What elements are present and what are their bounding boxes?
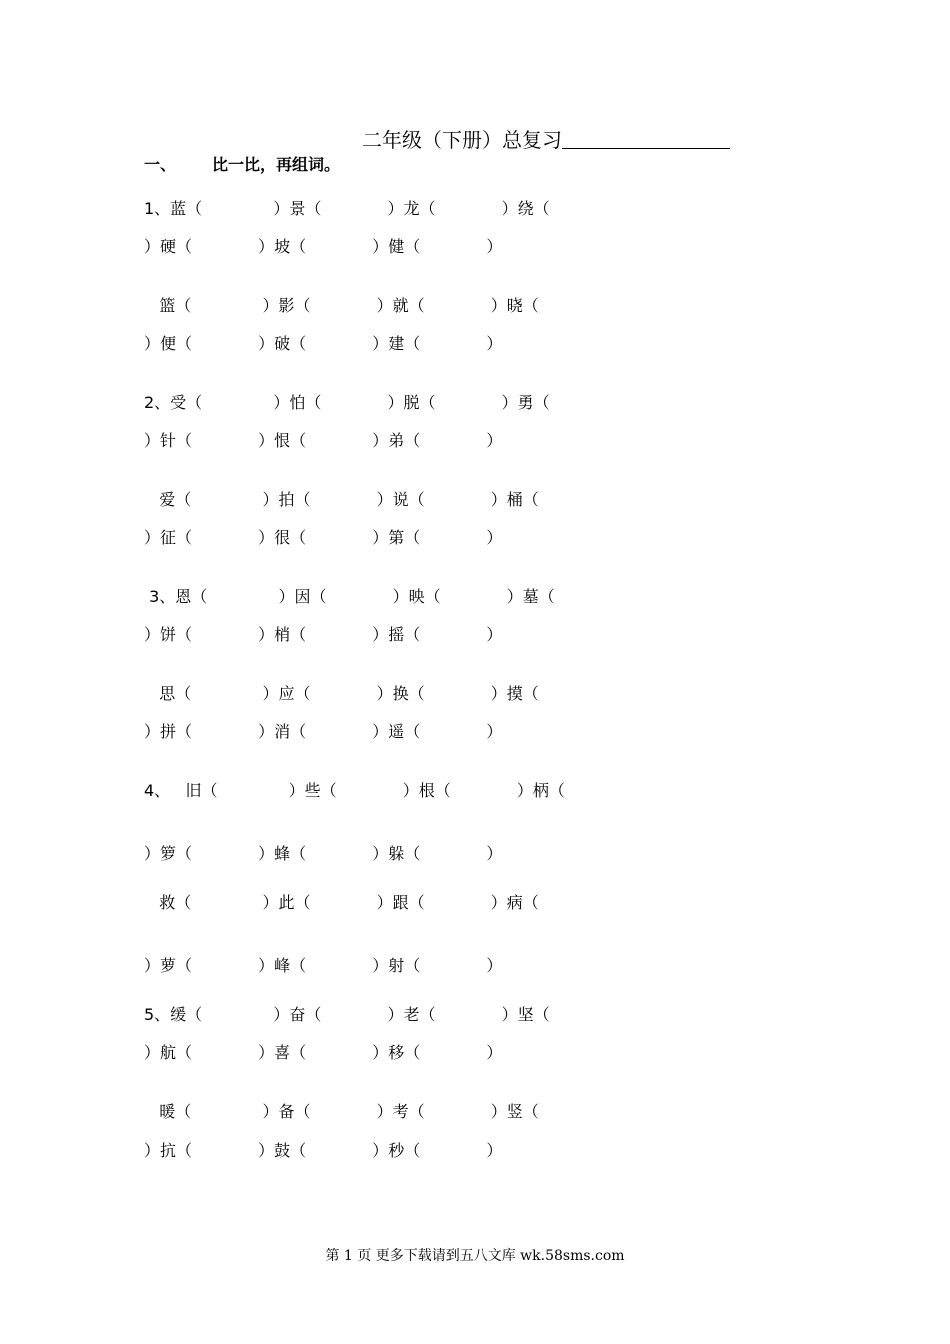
exercise-line: 救（ ）此（ ）跟（ ）病（ — [144, 893, 539, 912]
exercise-line: ）征（ ）很（ ）第（ ） — [144, 528, 503, 547]
section-heading — [144, 152, 340, 175]
page-title-text: 二年级（下册）总复习 — [362, 128, 562, 152]
exercise-line: ）航（ ）喜（ ）移（ ） — [144, 1043, 503, 1062]
exercise-line: 4、 旧（ ）些（ ）根（ ）柄（ — [144, 781, 565, 800]
exercise-line: 5、缓（ ）奋（ ）老（ ）坚（ — [144, 1005, 550, 1024]
exercise-line: 暖（ ）备（ ）考（ ）竖（ — [144, 1102, 539, 1121]
exercise-line: 爱（ ）拍（ ）说（ ）桶（ — [144, 490, 539, 509]
exercise-line: 篮（ ）影（ ）就（ ）晓（ — [144, 296, 539, 315]
page-title — [362, 124, 730, 153]
exercise-line: ）饼（ ）梢（ ）摇（ ） — [144, 625, 503, 644]
exercise-line: ）箩（ ）蜂（ ）躲（ ） — [144, 844, 503, 863]
title-blank-line — [562, 128, 730, 149]
section-number: 一、 — [144, 155, 177, 174]
page-footer: 第 1 页 更多下载请到五八文库 wk.58sms.com — [325, 1248, 625, 1264]
exercise-line: 1、蓝（ ）景（ ）龙（ ）绕（ — [144, 199, 550, 218]
exercise-line: ）萝（ ）峰（ ）射（ ） — [144, 956, 503, 975]
exercise-line: 思（ ）应（ ）换（ ）摸（ — [144, 684, 539, 703]
exercise-line: 3、恩（ ）因（ ）映（ ）墓（ — [144, 587, 555, 606]
exercise-line: ）硬（ ）坡（ ）健（ ） — [144, 237, 503, 256]
exercise-line: ）针（ ）恨（ ）弟（ ） — [144, 431, 503, 450]
exercise-line: ）抗（ ）鼓（ ）秒（ ） — [144, 1141, 503, 1160]
exercise-line: ）便（ ）破（ ）建（ ） — [144, 334, 503, 353]
exercise-line: 2、受（ ）怕（ ）脱（ ）勇（ — [144, 393, 550, 412]
exercise-line: ）拼（ ）消（ ）遥（ ） — [144, 722, 503, 741]
section-heading-text: 比一比，再组词。 — [212, 155, 341, 174]
